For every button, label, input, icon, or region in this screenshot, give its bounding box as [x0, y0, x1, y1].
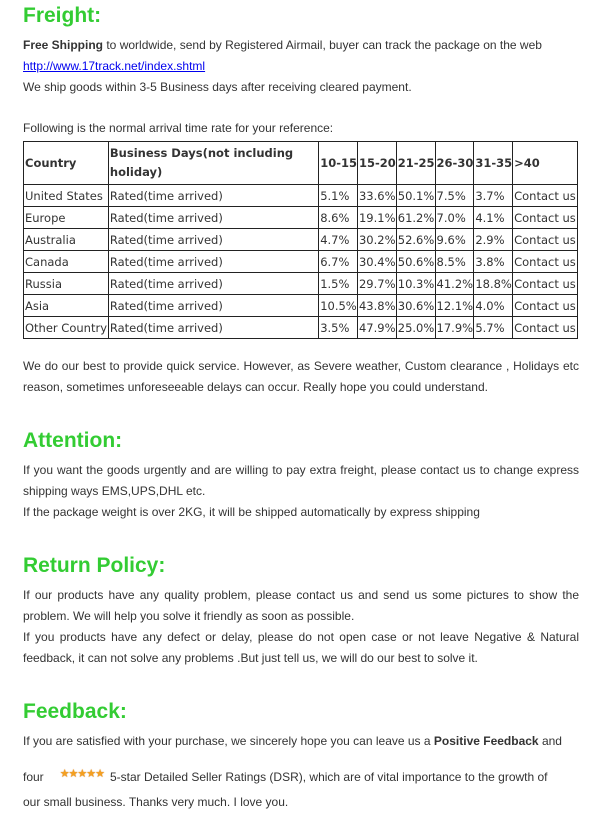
feedback-line-2 [23, 764, 579, 788]
header-15-20: 15-20 [357, 142, 396, 185]
cell: 4.1% [474, 207, 513, 229]
tracking-link-line [23, 56, 205, 77]
cell: 30.6% [396, 295, 435, 317]
cell: 61.2% [396, 207, 435, 229]
cell: Contact us [513, 207, 578, 229]
cell: Contact us [513, 185, 578, 207]
cell: Rated(time arrived) [108, 317, 318, 339]
cell: 2.9% [474, 229, 513, 251]
cell: Rated(time arrived) [108, 251, 318, 273]
cell: 19.1% [357, 207, 396, 229]
cell: Other Country [24, 317, 109, 339]
cell: 3.7% [474, 185, 513, 207]
table-row [24, 229, 578, 251]
table-row [24, 295, 578, 317]
table-row [24, 207, 578, 229]
cell: 10.3% [396, 273, 435, 295]
cell: 33.6% [357, 185, 396, 207]
positive-feedback-label: Positive Feedback [433, 734, 539, 748]
cell: Contact us [513, 295, 578, 317]
cell: 50.6% [396, 251, 435, 273]
cell: 8.6% [319, 207, 358, 229]
feedback-text-b: and [538, 734, 562, 748]
table-header-row [24, 142, 578, 185]
cell: 5.7% [474, 317, 513, 339]
cell: Europe [24, 207, 109, 229]
cell: Rated(time arrived) [108, 295, 318, 317]
feedback-dsr-text: 5-star Detailed Seller Ratings (DSR), which are of vital importance to the growth of [110, 770, 548, 784]
cell: Contact us [513, 273, 578, 295]
attention-line-1: If you want the goods urgently and are willing to pay extra freight, please contact us to change express shipping ways EMS,UPS,DHL etc. [23, 463, 579, 498]
cell: 30.4% [357, 251, 396, 273]
freight-heading: Freight: [23, 4, 102, 27]
freight-intro [23, 35, 579, 56]
cell: 4.0% [474, 295, 513, 317]
cell: United States [24, 185, 109, 207]
feedback-line-3: our small business. Thanks very much. I love you. [23, 795, 289, 809]
header-10-15: 10-15 [319, 142, 358, 185]
feedback-text-a: If you are satisfied with your purchase, we sincerely hope you can leave us a [23, 734, 434, 748]
cell: Canada [24, 251, 109, 273]
attention-line-2: If the package weight is over 2KG, it will be shipped automatically by express shipping [23, 505, 480, 519]
cell: 25.0% [396, 317, 435, 339]
ship-time-line: We ship goods within 3-5 Business days after receiving cleared payment. [23, 80, 412, 94]
cell: 4.7% [319, 229, 358, 251]
header-over-40: >40 [513, 142, 578, 185]
header-26-30: 26-30 [435, 142, 474, 185]
cell: 41.2% [435, 273, 474, 295]
cell: 18.8% [474, 273, 513, 295]
cell: 6.7% [319, 251, 358, 273]
cell: 3.5% [319, 317, 358, 339]
cell: 30.2% [357, 229, 396, 251]
cell: 50.1% [396, 185, 435, 207]
free-shipping-label: Free Shipping [23, 38, 104, 52]
cell: Rated(time arrived) [108, 273, 318, 295]
header-business-days: Business Days(not including holiday) [108, 142, 318, 185]
tracking-link[interactable]: http://www.17track.net/index.shtml [23, 59, 206, 73]
table-row [24, 273, 578, 295]
cell: Contact us [513, 317, 578, 339]
table-row [24, 185, 578, 207]
table-row [24, 251, 578, 273]
cell: 29.7% [357, 273, 396, 295]
cell: 47.9% [357, 317, 396, 339]
arrival-rate-table [23, 141, 578, 339]
delay-note: We do our best to provide quick service. However, as Severe weather, Custom clearance , Holidays etc reason, sometimes unforeseeable delays can occur. Really hope you could understand. [23, 359, 579, 394]
return-line-2: If you products have any defect or delay, please do not open case or not leave Negative & Natural feedback, it can not solve any problems .But just tell us, we will do our best to solve it. [23, 630, 579, 665]
cell: Asia [24, 295, 109, 317]
cell: Rated(time arrived) [108, 229, 318, 251]
feedback-four: four [23, 770, 44, 784]
cell: Contact us [513, 251, 578, 273]
cell: 17.9% [435, 317, 474, 339]
header-21-25: 21-25 [396, 142, 435, 185]
cell: 7.0% [435, 207, 474, 229]
five-star-icon: ★★★★★ [59, 768, 104, 780]
cell: 7.5% [435, 185, 474, 207]
cell: Contact us [513, 229, 578, 251]
feedback-line-1 [23, 731, 579, 752]
cell: 3.8% [474, 251, 513, 273]
cell: 9.6% [435, 229, 474, 251]
feedback-heading: Feedback: [23, 700, 127, 723]
cell: 12.1% [435, 295, 474, 317]
header-country: Country [24, 142, 109, 185]
freight-intro-text: to worldwide, send by Registered Airmail, buyer can track the package on the web [103, 38, 542, 52]
return-policy-heading: Return Policy: [23, 554, 166, 577]
cell: 8.5% [435, 251, 474, 273]
attention-heading: Attention: [23, 429, 123, 452]
table-intro: Following is the normal arrival time rate for your reference: [23, 121, 334, 135]
cell: 1.5% [319, 273, 358, 295]
cell: Russia [24, 273, 109, 295]
cell: Rated(time arrived) [108, 185, 318, 207]
cell: Australia [24, 229, 109, 251]
table-row [24, 317, 578, 339]
cell: 52.6% [396, 229, 435, 251]
cell: 5.1% [319, 185, 358, 207]
cell: 10.5% [319, 295, 358, 317]
cell: Rated(time arrived) [108, 207, 318, 229]
header-31-35: 31-35 [474, 142, 513, 185]
cell: 43.8% [357, 295, 396, 317]
return-line-1: If our products have any quality problem, please contact us and send us some pictures to show the problem. We will help you solve it friendly as soon as possible. [23, 588, 579, 623]
